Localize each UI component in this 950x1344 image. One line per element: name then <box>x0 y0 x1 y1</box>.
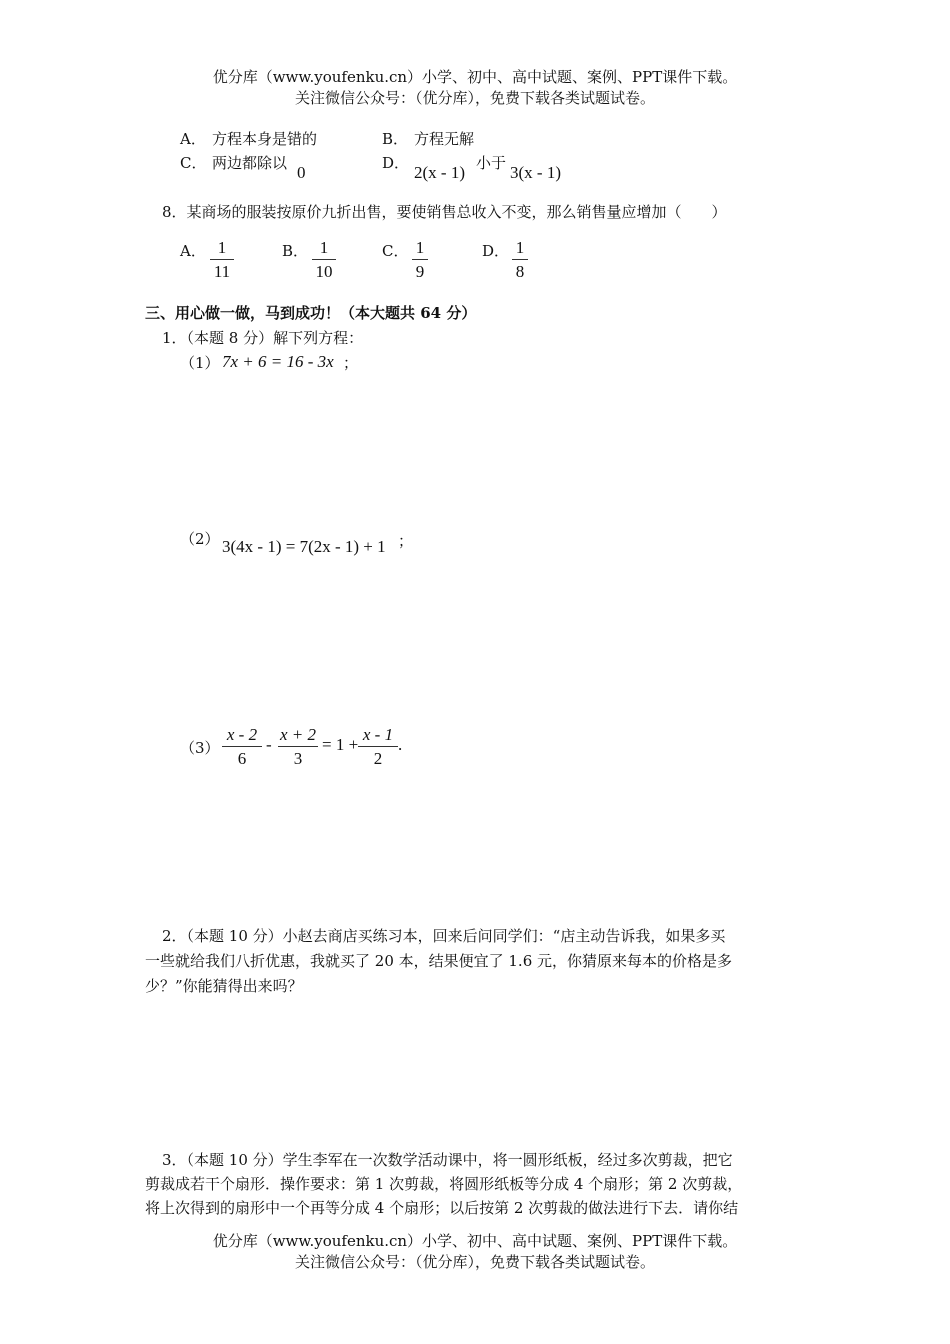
problem-1-3-tail: . <box>398 735 403 754</box>
q7-option-a-text: 方程本身是错的 <box>212 130 318 148</box>
problem-1-2-equation: 3(4x - 1) = 7(2x - 1) + 1 <box>222 537 386 556</box>
q8-stem: 8．某商场的服装按原价九折出售，要使销售总收入不变，那么销售量应增加（ ） <box>162 203 727 221</box>
problem-1-1-equation: 7x + 6 = 16 - 3x <box>222 352 334 371</box>
q7-option-d-math-1: 2(x - 1) <box>414 163 465 182</box>
q7-option-b-text: 方程无解 <box>414 130 475 148</box>
q8-option-b-label: B． <box>282 242 309 260</box>
problem-1-2-label: （2） <box>180 530 220 548</box>
problem-3-line-3: 将上次得到的扇形中一个再等分成 4 个扇形；以后按第 2 次剪裁的做法进行下去．请你结 <box>145 1199 739 1217</box>
header-line-1: 优分库（www.youfenku.cn）小学、初中、高中试题、案例、PPT课件下载。 <box>212 68 738 86</box>
problem-1-3-fraction-3: x - 1 2 <box>358 725 398 769</box>
q8-option-d-label: D． <box>482 242 510 260</box>
problem-1-3-minus: - <box>266 735 272 754</box>
q7-option-d-text: 小于 <box>476 154 507 172</box>
q8-option-c-fraction: 1 9 <box>412 238 428 282</box>
problem-1-1-label: （1） <box>180 354 220 372</box>
q8-option-a-label: A． <box>180 242 206 260</box>
q8-option-a-fraction: 1 11 <box>210 238 234 282</box>
q7-option-b-label: B． <box>382 130 409 148</box>
q7-option-c-label: C． <box>180 154 207 172</box>
q7-option-c-math: 0 <box>297 163 306 182</box>
problem-3-line-1: 3．（本题 10 分）学生李军在一次数学活动课中，将一圆形纸板，经过多次剪裁，把它 <box>162 1151 733 1169</box>
q7-option-a-label: A． <box>180 130 206 148</box>
problem-1-3-fraction-2: x + 2 3 <box>279 725 317 768</box>
problem-1-3-fraction-1: x - 2 6 <box>222 725 262 769</box>
problem-1-3-equals: = 1 + <box>322 735 359 754</box>
problem-3-line-2: 剪裁成若干个扇形．操作要求：第 1 次剪裁，将圆形纸板等分成 4 个扇形；第 2 次剪裁， <box>145 1175 743 1193</box>
problem-2-line-3: 少？”你能猜得出来吗？ <box>145 977 303 995</box>
problem-1-3-label: （3） <box>180 739 220 757</box>
problem-2-line-2: 一些就给我们八折优惠，我就买了 20 本，结果便宜了 1.6 元，你猜原来每本的价格是多 <box>145 952 733 970</box>
footer-line-2: 关注微信公众号：（优分库），免费下载各类试题试卷。 <box>294 1253 655 1271</box>
problem-1-1-tail: ； <box>343 354 359 372</box>
problem-1-2-tail: ； <box>398 532 414 550</box>
q7-option-c-text: 两边都除以 <box>212 154 288 172</box>
footer-line-1: 优分库（www.youfenku.cn）小学、初中、高中试题、案例、PPT课件下载。 <box>212 1232 738 1250</box>
header-line-2: 关注微信公众号：（优分库），免费下载各类试题试卷。 <box>294 89 655 107</box>
q8-option-d-fraction: 1 8 <box>512 238 528 282</box>
q7-option-d-label: D． <box>382 154 410 172</box>
problem-1-stem: 1．（本题 8 分）解下列方程： <box>162 329 364 347</box>
q8-option-b-fraction: 1 10 <box>312 238 336 282</box>
q7-option-d-math-2: 3(x - 1) <box>510 163 561 182</box>
q8-option-c-label: C． <box>382 242 409 260</box>
problem-2-line-1: 2．（本题 10 分）小赵去商店买练习本，回来后问同学们：“店主动告诉我，如果多买 <box>162 927 726 945</box>
section-3-title: 三、用心做一做，马到成功！（本大题共 64 分） <box>145 304 477 322</box>
